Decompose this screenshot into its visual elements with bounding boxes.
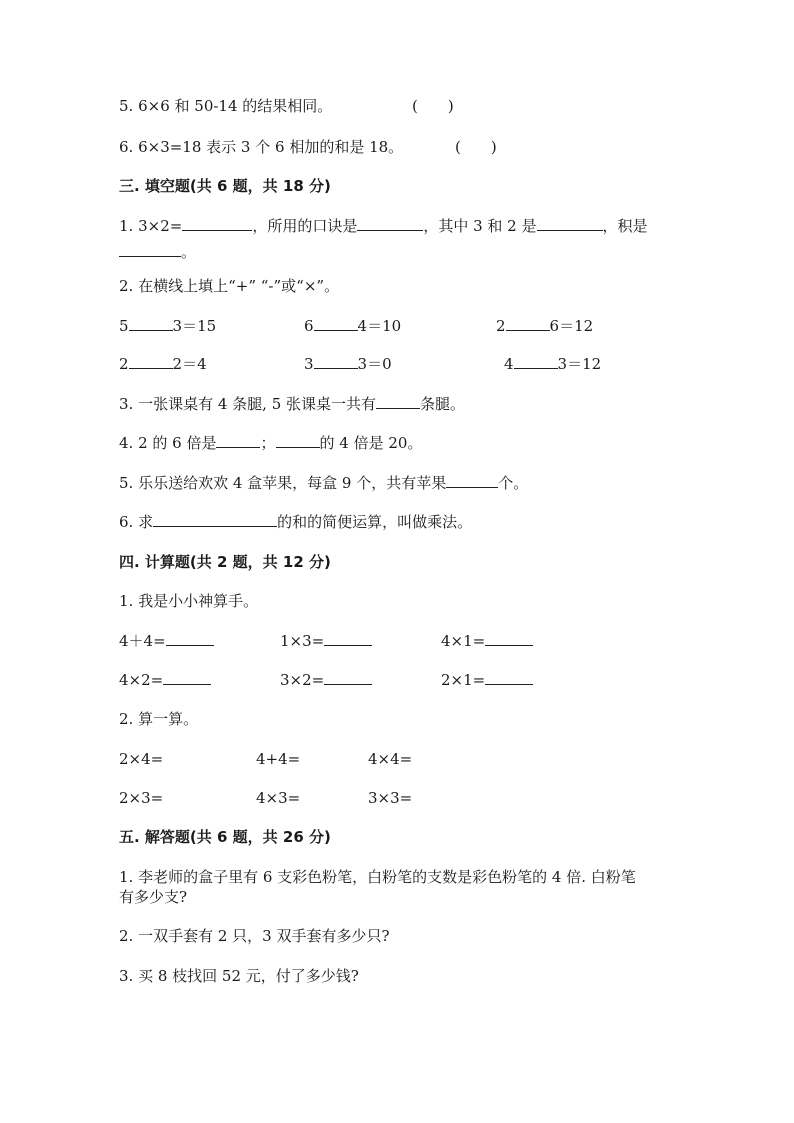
answer-blank[interactable] [166, 631, 214, 646]
solve-question-2: 2. 一双手套有 2 只，3 双手套有多少只? [119, 927, 390, 945]
answer-blank[interactable] [537, 216, 603, 231]
solve-question-3: 3. 买 8 枝找回 52 元，付了多少钱? [119, 967, 359, 985]
calc-item: 2×3= [119, 789, 164, 807]
answer-blank[interactable] [216, 433, 260, 448]
calc-item: 4×3= [256, 789, 301, 807]
fill-question-1: 1. 3×2= ，所用的口诀是 ，其中 3 和 2 是 ，积是 [119, 217, 648, 235]
calc-item: 3×3= [368, 789, 413, 807]
calc-item: 4×1= [441, 631, 533, 651]
calc-item: 4＋4= [119, 631, 214, 651]
answer-blank[interactable] [324, 670, 372, 685]
calc-item: 1×3= [280, 631, 372, 651]
answer-blank[interactable] [376, 394, 420, 409]
calc-item: 4+4= [256, 750, 301, 768]
fill-question-3: 3. 一张课桌有 4 条腿, 5 张课桌一共有 条腿。 [119, 395, 466, 413]
operator-blank[interactable] [314, 316, 358, 331]
judge-q6-answer-paren[interactable]: ( ) [455, 138, 497, 156]
operator-blank[interactable] [129, 354, 173, 369]
operator-blank-item: 2 6＝12 [496, 317, 594, 335]
fill-question-2: 2. 在横线上填上“+” “-”或“×”。 [119, 277, 340, 295]
judge-question-5 [119, 96, 332, 116]
answer-blank[interactable] [182, 216, 252, 231]
fill-question-6: 6. 求 的和的简便运算，叫做乘法。 [119, 513, 473, 531]
operator-blank[interactable] [514, 354, 558, 369]
calc-item: 2×1= [441, 670, 533, 690]
answer-blank[interactable] [163, 670, 211, 685]
answer-blank[interactable] [276, 433, 320, 448]
solve-question-1-cont: 有多少支? [119, 888, 188, 906]
fill-question-4: 4. 2 的 6 倍是 ； 的 4 倍是 20。 [119, 434, 423, 452]
solve-question-1: 1. 李老师的盒子里有 6 支彩色粉笔，白粉笔的支数是彩色粉笔的 4 倍. 白粉笔 [119, 868, 636, 886]
operator-blank-item: 2 2＝4 [119, 355, 207, 373]
operator-blank-item: 6 4＝10 [304, 317, 402, 335]
answer-blank[interactable] [357, 216, 423, 231]
calc-item: 3×2= [280, 670, 372, 690]
answer-blank[interactable] [485, 631, 533, 646]
calc-item: 2×4= [119, 750, 164, 768]
section-heading-calc: 四. 计算题(共 2 题，共 12 分) [119, 553, 331, 571]
judge-q5-text: 5. 6×6 和 50-14 的结果相同。 [119, 97, 333, 115]
answer-blank[interactable] [153, 512, 277, 527]
calc-question-2: 2. 算一算。 [119, 710, 199, 728]
operator-blank[interactable] [314, 354, 358, 369]
judge-q6-text: 6. 6×3=18 表示 3 个 6 相加的和是 18。 [119, 138, 404, 156]
section-heading-fill: 三. 填空题(共 6 题，共 18 分) [119, 177, 331, 195]
calc-item: 4×2= [119, 670, 211, 690]
operator-blank-item: 5 3＝15 [119, 317, 217, 335]
operator-blank[interactable] [129, 316, 173, 331]
operator-blank[interactable] [506, 316, 550, 331]
section-heading-solve: 五. 解答题(共 6 题，共 26 分) [119, 828, 331, 846]
calc-item: 4×4= [368, 750, 413, 768]
operator-blank-item: 3 3＝0 [304, 355, 392, 373]
fill-question-5: 5. 乐乐送给欢欢 4 盒苹果，每盒 9 个，共有苹果 个。 [119, 474, 529, 492]
operator-blank-item: 4 3＝12 [504, 355, 602, 373]
judge-q5-answer-paren[interactable]: ( ) [412, 97, 454, 115]
judge-question-6 [119, 137, 403, 157]
answer-blank[interactable] [485, 670, 533, 685]
calc-question-1: 1. 我是小小神算手。 [119, 592, 259, 610]
answer-blank[interactable] [446, 473, 498, 488]
fill-question-1-cont: 。 [119, 242, 196, 262]
answer-blank[interactable] [324, 631, 372, 646]
answer-blank[interactable] [119, 242, 181, 257]
